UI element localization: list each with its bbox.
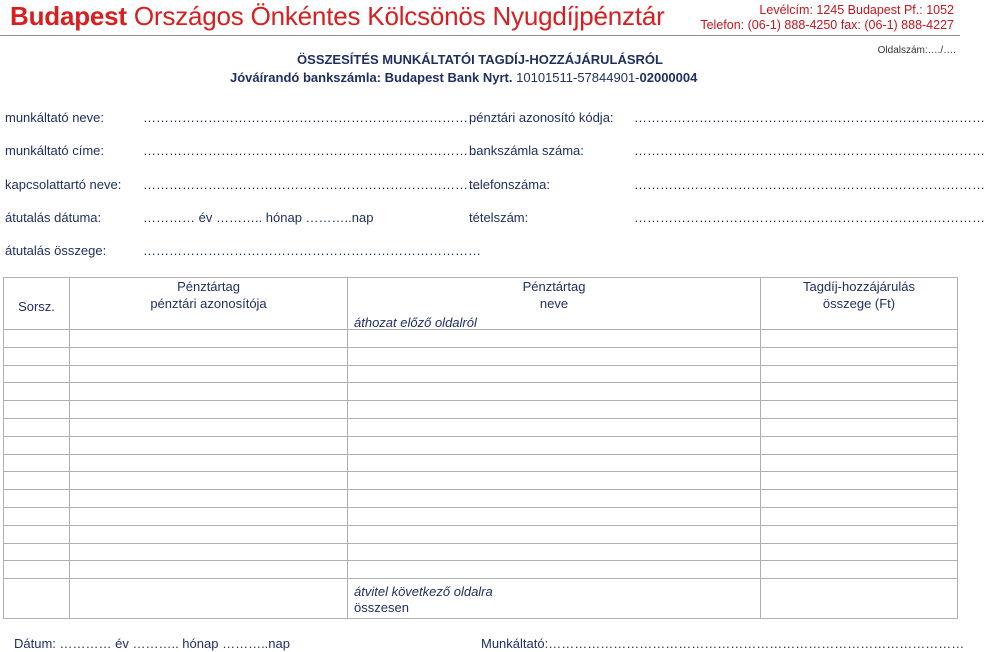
table-row [4, 525, 958, 543]
total-label: összesen [354, 600, 409, 616]
contact-name-input[interactable]: …………………………………………………………………… [143, 177, 481, 192]
brand-title [10, 1, 665, 32]
header-amount: Tagdíj-hozzájárulás összege (Ft) [761, 278, 958, 330]
total-amount-cell[interactable] [761, 579, 958, 619]
employer-address-label: munkáltató címe: [5, 143, 104, 158]
transfer-amount-label: átutalás összege: [5, 243, 107, 258]
transfer-date-input[interactable]: ………… év ……….. hónap ………..nap [143, 210, 374, 225]
account-line [230, 70, 697, 85]
account-number-plain: 10101511-57844901- [516, 70, 640, 85]
header-member-name: Pénztártag neve áthozat előző oldalról [348, 278, 761, 330]
table-row [4, 330, 958, 348]
transfer-date-label: átutalás dátuma: [5, 210, 102, 225]
page-number: Oldalszám:…./…. [877, 45, 956, 56]
table-row [4, 507, 958, 525]
employer-name-label: munkáltató neve: [5, 110, 105, 125]
phone-input[interactable]: ……………………………………………………………………… [634, 177, 985, 192]
header-divider [0, 35, 960, 36]
account-label: Jóváírandó bankszámla: [230, 70, 381, 85]
account-number-bold: 02000004 [639, 70, 698, 85]
table-row [4, 436, 958, 454]
postal-address: Levélcím: 1245 Budapest Pf.: 1052 [759, 3, 954, 17]
contact-block [700, 3, 954, 33]
transfer-amount-input[interactable]: …………………………………………………………………… [143, 243, 481, 258]
bank-account-input[interactable]: ……………………………………………………………………… [634, 143, 985, 158]
table-row [4, 347, 958, 365]
table-row [4, 383, 958, 401]
account-bank: Budapest Bank Nyrt. [384, 70, 513, 85]
brand-title-rest: Országos Önkéntes Kölcsönös Nyugdíjpénztár [133, 1, 665, 31]
brand-title-bold: Budapest [10, 1, 127, 31]
contribution-table [3, 277, 958, 619]
table-row [4, 490, 958, 508]
table-body [4, 330, 958, 619]
contact-name-label: kapcsolattartó neve: [5, 177, 122, 192]
fund-id-label: pénztári azonosító kódja: [469, 110, 614, 125]
phone-fax: Telefon: (06-1) 888-4250 fax: (06-1) 888-4227 [700, 18, 954, 32]
carry-over-label: áthozat előző oldalról [354, 315, 477, 330]
header-serial: Sorsz. [4, 278, 70, 330]
document-title: ÖSSZESÍTÉS MUNKÁLTATÓI TAGDÍJ-HOZZÁJÁRULÁSRÓL [297, 52, 663, 67]
item-number-label: tételszám: [469, 210, 529, 225]
bank-account-label: bankszámla száma: [469, 143, 584, 158]
header-member-id: Pénztártag pénztári azonosítója [70, 278, 348, 330]
table-row [4, 561, 958, 579]
fund-id-input[interactable]: ……………………………………………………………………… [634, 110, 985, 125]
footer-employer[interactable]: Munkáltató:…………………………………………………………………………………… [481, 636, 965, 651]
employer-address-input[interactable]: …………………………………………………………………… [143, 143, 481, 158]
table-total-row [4, 579, 958, 619]
table-row [4, 472, 958, 490]
table-row [4, 401, 958, 419]
employer-name-input[interactable]: …………………………………………………………………… [143, 110, 481, 125]
table-header-row [4, 278, 958, 330]
phone-label: telefonszáma: [469, 177, 550, 192]
table-row [4, 418, 958, 436]
table-row [4, 365, 958, 383]
item-number-input[interactable]: ……………………………………………………………………… [634, 210, 985, 225]
table-row [4, 543, 958, 561]
carry-forward-cell [348, 579, 761, 619]
table-row [4, 454, 958, 472]
footer-date[interactable]: Dátum: ………… év ……….. hónap ………..nap [14, 636, 290, 651]
carry-forward-label: átvitel következő oldalra [354, 584, 493, 600]
